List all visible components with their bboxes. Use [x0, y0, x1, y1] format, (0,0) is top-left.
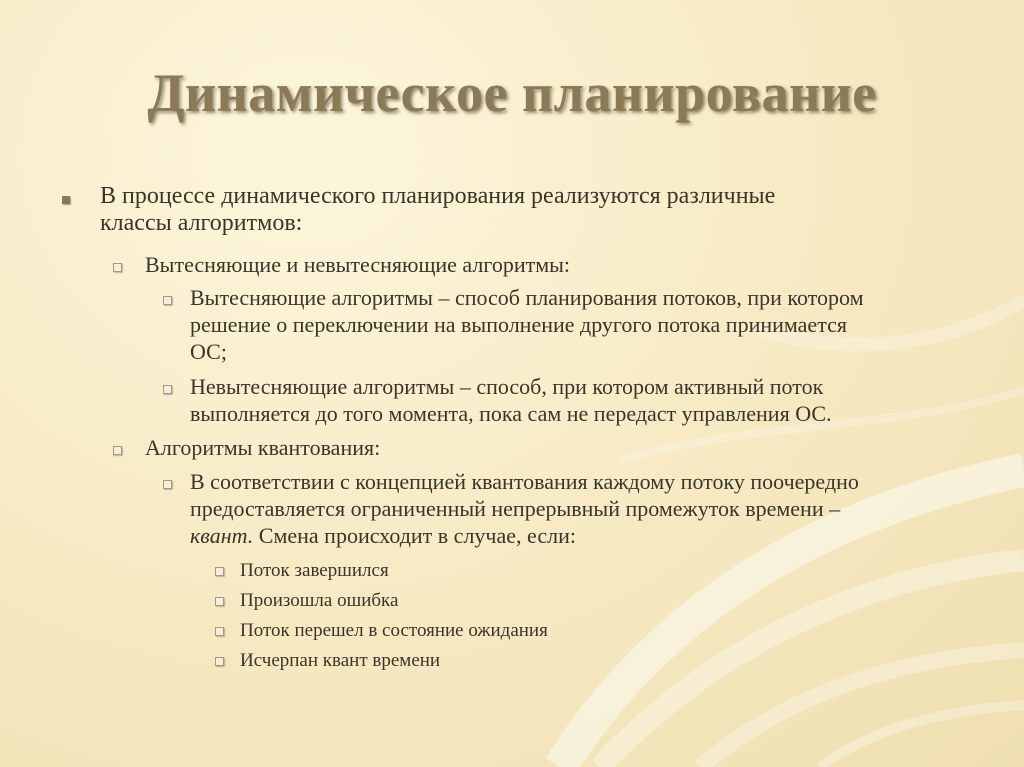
list-item-level-3	[190, 373, 832, 427]
text-line: В процессе динамического планирования реализуются различные	[100, 183, 776, 209]
text-line: Исчерпан квант времени	[240, 650, 441, 671]
bullet-level-4	[215, 657, 224, 666]
text-line: В соответствии с концепцией квантования каждому потоку поочередно	[190, 469, 859, 494]
list-item-level-3	[190, 284, 864, 365]
bullet-level-2	[113, 263, 122, 272]
bullet-level-3	[163, 385, 172, 394]
text-line: Поток перешел в состояние ожидания	[240, 620, 548, 641]
text-line: Невытесняющие алгоритмы – способ, при котором активный поток	[190, 374, 824, 399]
text-line: классы алгоритмов:	[100, 210, 303, 236]
slide-title: Динамическое планирование	[147, 63, 877, 123]
list-item-level-4	[240, 649, 440, 673]
bullet-level-2	[113, 446, 122, 455]
text-span: Смена происходит в случае, если:	[253, 523, 576, 548]
text-line: решение о переключении на выполнение другого потока принимается	[190, 312, 847, 337]
bullet-level-3	[163, 480, 172, 489]
bullet-level-4	[215, 597, 224, 606]
list-item-level-1	[100, 183, 775, 237]
bullet-level-4	[215, 567, 224, 576]
italic-term: квант.	[190, 523, 254, 548]
text-line: ОС;	[190, 339, 227, 364]
text-line: выполняется до того момента, пока сам не передаст управления ОС.	[190, 401, 832, 426]
text-line: Вытесняющие и невытесняющие алгоритмы:	[145, 252, 571, 277]
text-line: Алгоритмы квантования:	[145, 435, 381, 460]
list-item-level-4	[240, 559, 389, 583]
text-line: Поток завершился	[240, 560, 389, 581]
bullet-level-4	[215, 627, 224, 636]
bullet-level-1	[62, 196, 70, 204]
text-line: Вытесняющие алгоритмы – способ планирования потоков, при котором	[190, 285, 864, 310]
list-item-level-2	[145, 434, 380, 461]
text-line	[190, 522, 859, 549]
list-item-level-2	[145, 251, 570, 278]
list-item-level-4	[240, 619, 548, 643]
text-line: Произошла ошибка	[240, 590, 399, 611]
list-item-level-3	[190, 468, 859, 549]
bullet-level-3	[163, 296, 172, 305]
text-line: предоставляется ограниченный непрерывный промежуток времени –	[190, 496, 841, 521]
list-item-level-4	[240, 589, 398, 613]
